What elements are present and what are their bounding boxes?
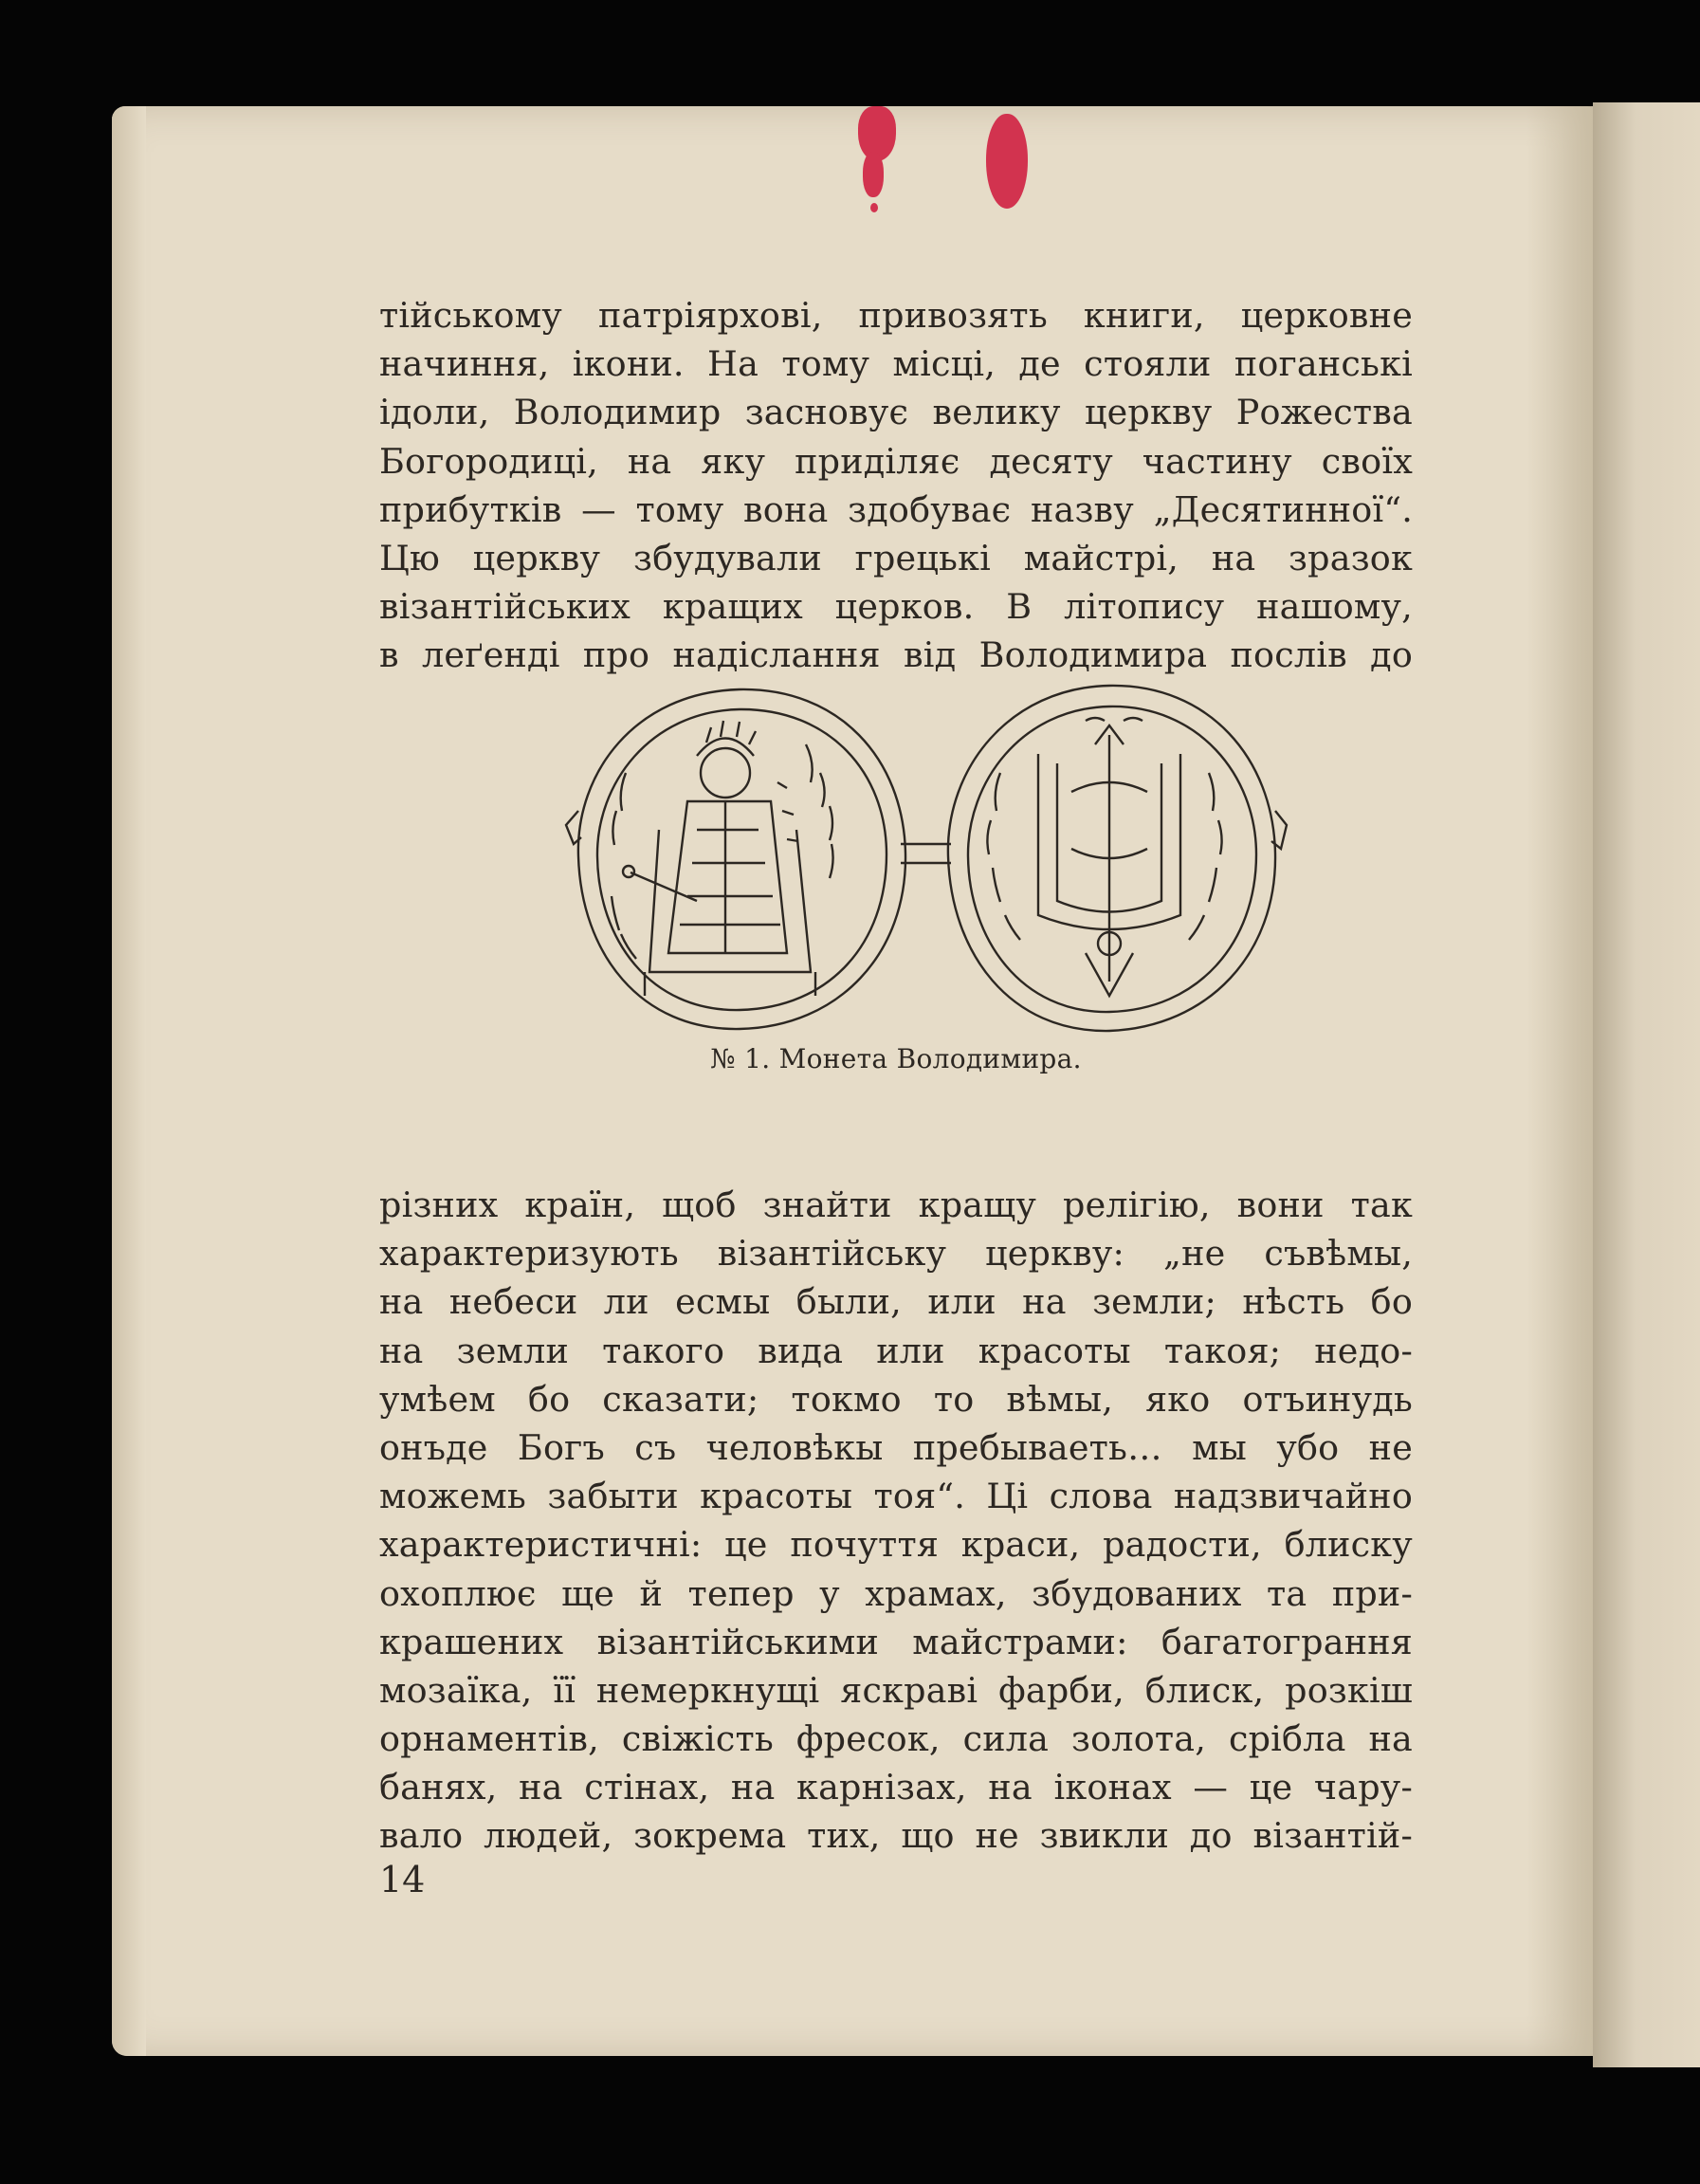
text-line: начиння, ікони. На тому місці, де стояли поганські xyxy=(379,343,1413,385)
red-stain-left-drip xyxy=(863,152,884,197)
text-line: різних країн, щоб знайти кращу релігію, вони так xyxy=(379,1184,1413,1225)
text-line: охоплює ще й тепер у храмах, збудованих та при- xyxy=(379,1572,1413,1614)
text-line: візантійських кращих церков. В літопису нашому, xyxy=(379,586,1413,628)
coin-illustration xyxy=(555,669,1294,1053)
text-line: банях, на стінах, на карнізах, на іконах — це чару- xyxy=(379,1767,1413,1808)
text-line: ідоли, Володимир засновує велику церкву Рожества xyxy=(379,392,1413,433)
text-line: на земли такого вида или красоты такоя; недо- xyxy=(379,1330,1413,1371)
paragraph-top xyxy=(379,291,1413,680)
text-line: мозаїка, її немеркнущі яскраві фарби, блиск, розкіш xyxy=(379,1669,1413,1711)
text-line: тійському патріярхові, привозять книги, церковне xyxy=(379,295,1413,336)
text-line: можемь забыти красоты тоя“. Ці слова надзвичайно xyxy=(379,1476,1413,1517)
red-stain-right xyxy=(986,114,1028,209)
text-line: характеризують візантійську церкву: „не съвѣмы, xyxy=(379,1233,1413,1275)
figure-caption: № 1. Монета Володимира. xyxy=(710,1043,1082,1074)
text-line: Цю церкву збудували грецькі майстрі, на зразок xyxy=(379,537,1413,578)
paragraph-bottom xyxy=(379,1181,1413,1861)
coin-reverse-drawing xyxy=(948,686,1287,1031)
red-stain-left-dot xyxy=(870,203,878,212)
page-number: 14 xyxy=(379,1859,426,1900)
text-line: крашених візантійськими майстрами: багатограння xyxy=(379,1621,1413,1662)
text-line: онъде Богъ съ человѣкы пребываеть… мы убо не xyxy=(379,1426,1413,1468)
text-line: в леґенді про надіслання від Володимира послів до xyxy=(379,634,1413,676)
text-line: орнаментів, свіжість фресок, сила золота, срібла на xyxy=(379,1718,1413,1760)
text-line: умѣем бо сказати; токмо то вѣмы, яко отъинудь xyxy=(379,1378,1413,1420)
text-line: на небеси ли есмы были, или на земли; нѣсть бо xyxy=(379,1281,1413,1323)
coin-obverse-drawing xyxy=(566,689,905,1029)
text-line: вало людей, зокрема тих, що не звикли до візантій- xyxy=(379,1815,1413,1857)
text-line: прибутків — тому вона здобуває назву „Десятинної“. xyxy=(379,488,1413,530)
text-line: Богородиці, на яку приділяє десяту частину своїх xyxy=(379,440,1413,482)
adjacent-page-edge xyxy=(1593,102,1700,2067)
text-line: характеристичні: це почуття краси, радости, блиску xyxy=(379,1524,1413,1566)
